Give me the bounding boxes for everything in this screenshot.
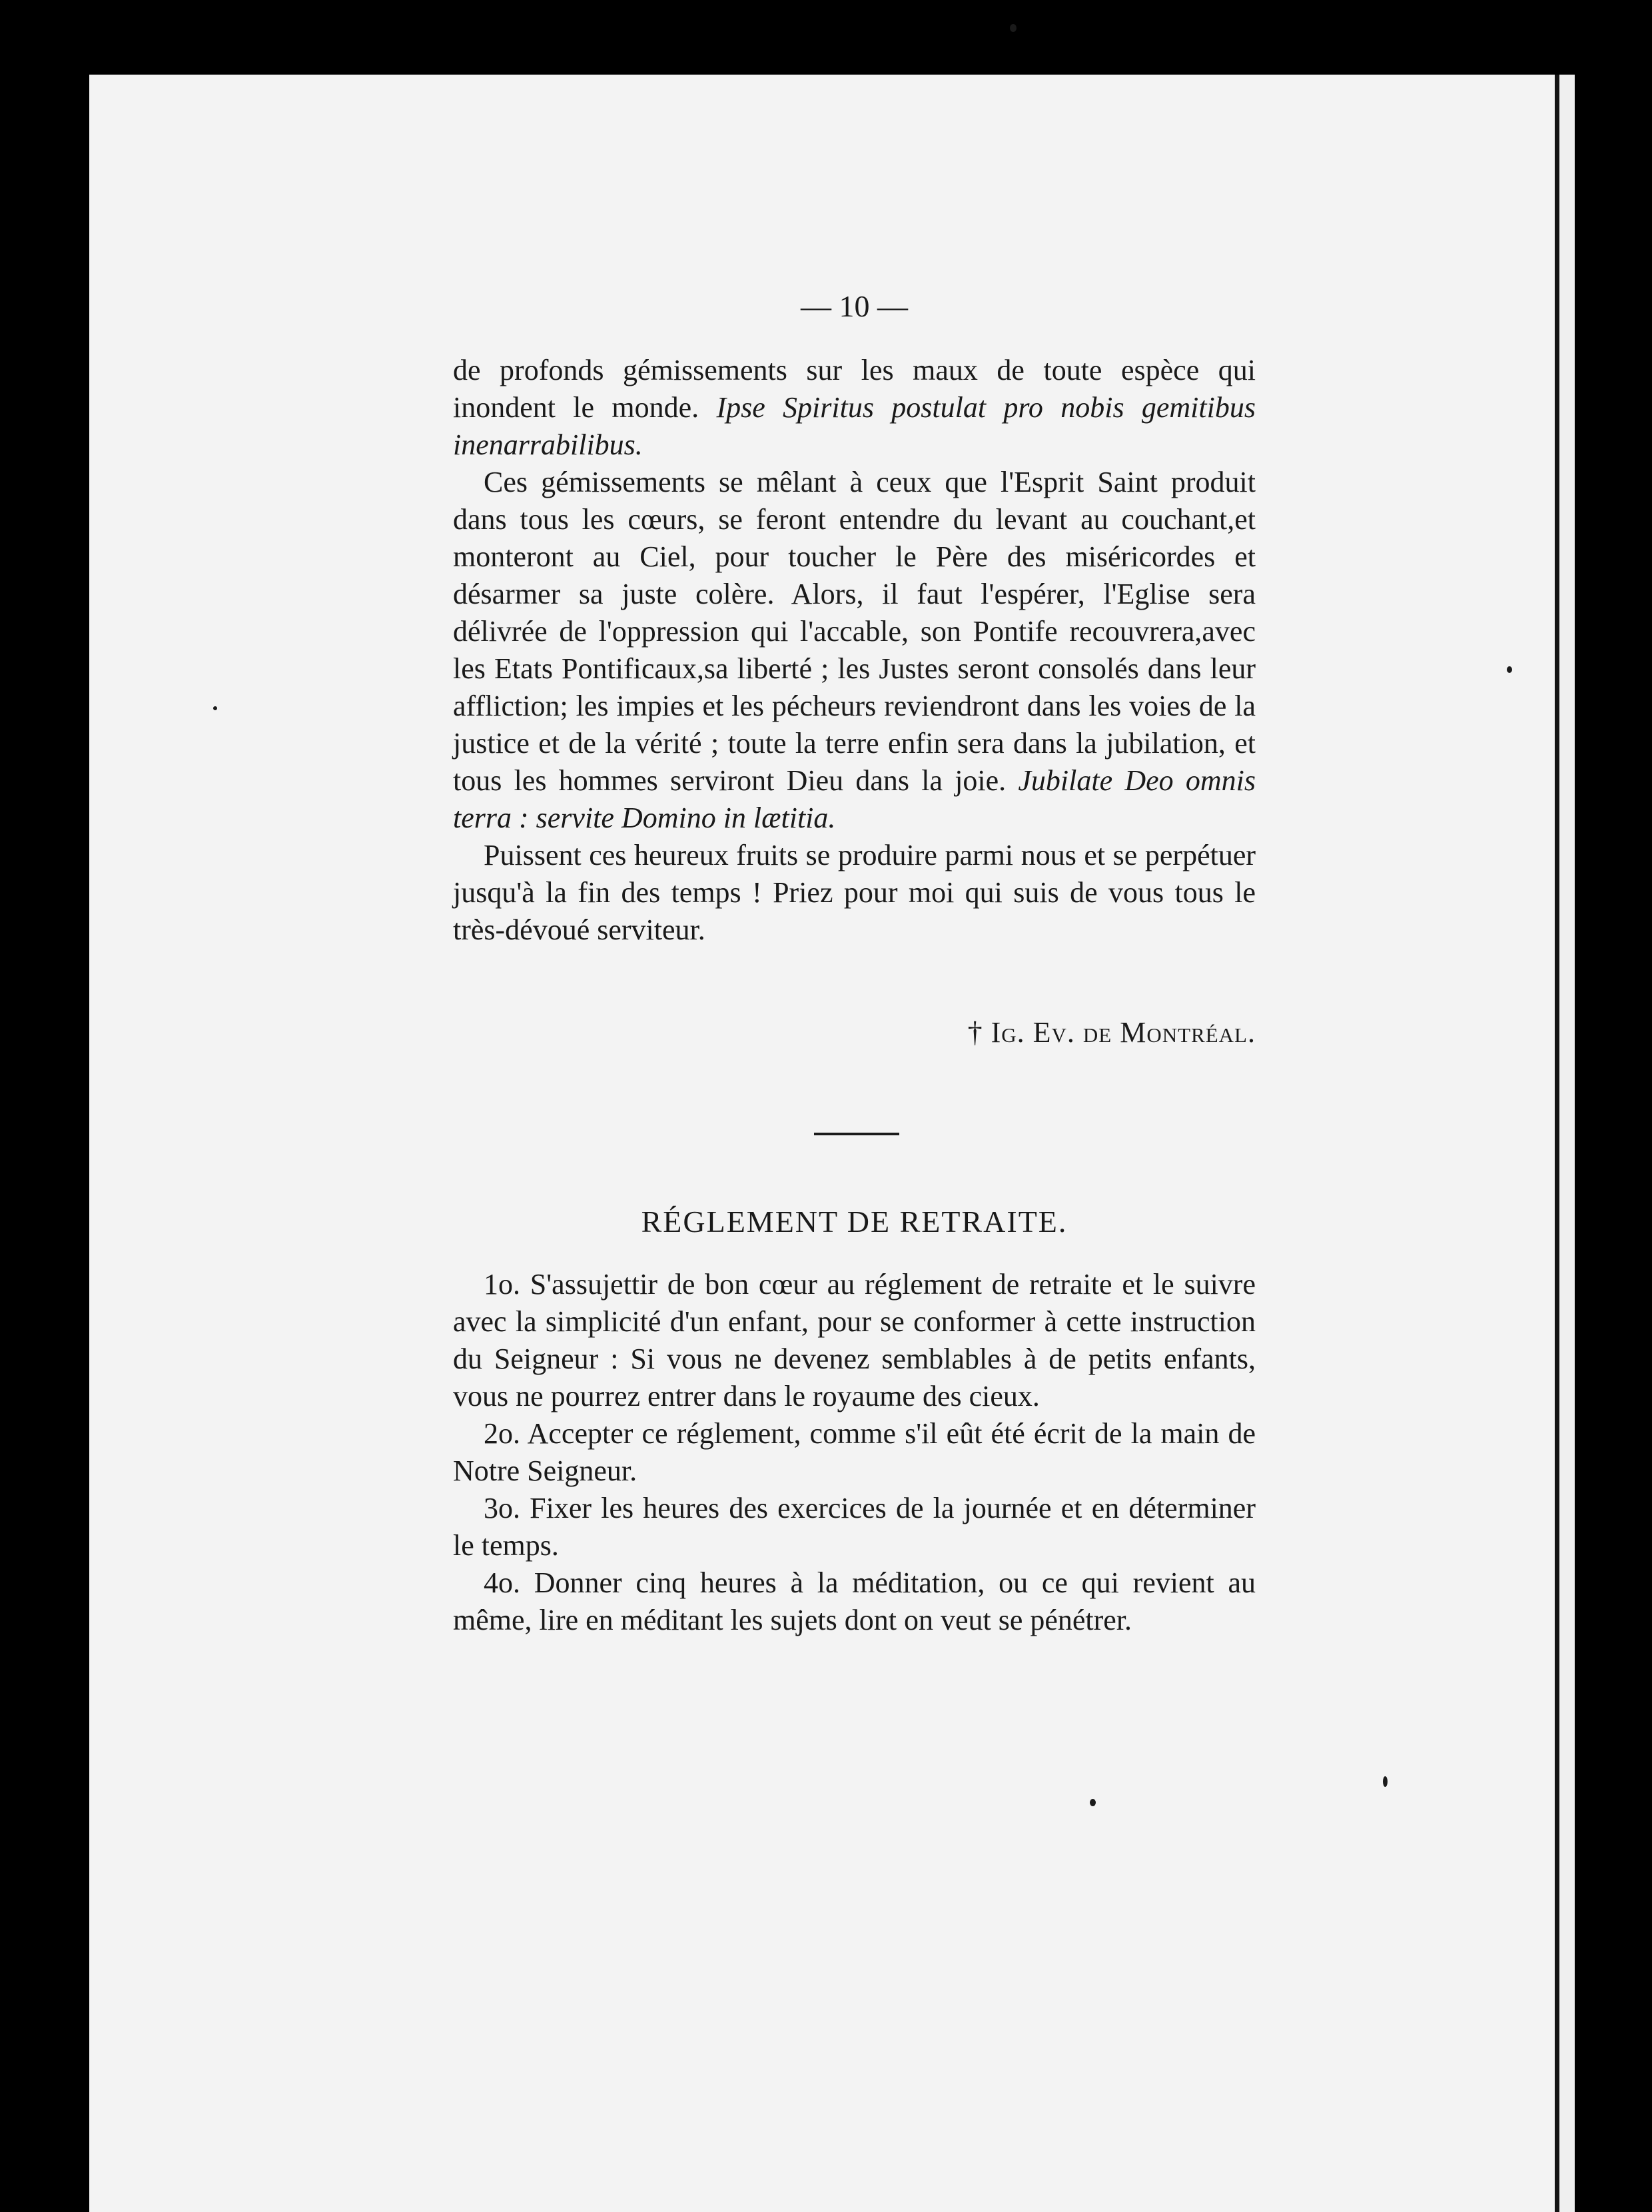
rule-item: 4o. Donner cinq heures à la méditation, ou ce qui revient au même, lire en méditant les sujets dont on veut se pénétrer.	[453, 1566, 1256, 1636]
section-divider	[814, 1133, 899, 1135]
rule-item: 1o. S'assujettir de bon cœur au réglement de retraite et le suivre avec la simplicité d'un enfant, pour se conformer à cette instruction du Seigneur : Si vous ne devenez semblables à de petits enfants, vous ne pourrez entrer dans le royaume des cieux.	[453, 1268, 1256, 1412]
binding-rule	[1555, 75, 1559, 2212]
latin-quote: Ipse Spiritus postulat pro nobis gemitibus inenarrabilibus.	[453, 391, 1256, 461]
paragraph-hope	[453, 464, 1256, 837]
paragraph-closing: Puissent ces heureux fruits se produire parmi nous et se perpétuer jusqu'à la fin des temps ! Priez pour moi qui suis de vous tous le très-dévoué serviteur.	[453, 839, 1256, 946]
scan-speck	[213, 706, 217, 710]
scan-speck	[1507, 666, 1512, 673]
rule-item: 3o. Fixer les heures des exercices de la journée et en déterminer le temps.	[453, 1492, 1256, 1562]
latin-quote: Jubilate Deo omnis terra : servite Domino in lætitia.	[453, 764, 1256, 834]
rules-list	[453, 1266, 1256, 1639]
paragraph-text: Ces gémissements se mêlant à ceux que l'Esprit Saint produit dans tous les cœurs, se feront entendre du levant au couchant,et monteront au Ciel, pour toucher le Père des miséricordes et désarmer sa juste colère. Alors, il faut l'espérer, l'Eglise sera délivrée de l'oppression qui l'accable, son Pontife recouvrera,avec les Etats Pontificaux,sa liberté ; les Justes seront consolés dans leur affliction; les impies et les pécheurs reviendront dans les voies de la justice et de la vérité ; toute la terre enfin sera dans la jubilation, et tous les hommes serviront Dieu dans la joie.	[453, 466, 1256, 797]
signature: † Ig. Ev. de Montréal.	[967, 1016, 1256, 1049]
facing-page-edge	[1559, 75, 1575, 2212]
scan-speck	[1010, 24, 1017, 32]
section-title: RÉGLEMENT DE RETRAITE.	[641, 1205, 1068, 1239]
letter-body	[453, 352, 1256, 949]
scan-speck	[1090, 1799, 1096, 1806]
paragraph-text: de profonds gémissements sur les maux de toute espèce qui inondent le monde.	[453, 354, 1256, 424]
paragraph-continuation	[453, 352, 1256, 464]
scan-speck	[1383, 1776, 1388, 1787]
page-number: — 10 —	[801, 289, 908, 323]
rule-item: 2o. Accepter ce réglement, comme s'il eût été écrit de la main de Notre Seigneur.	[453, 1417, 1256, 1487]
